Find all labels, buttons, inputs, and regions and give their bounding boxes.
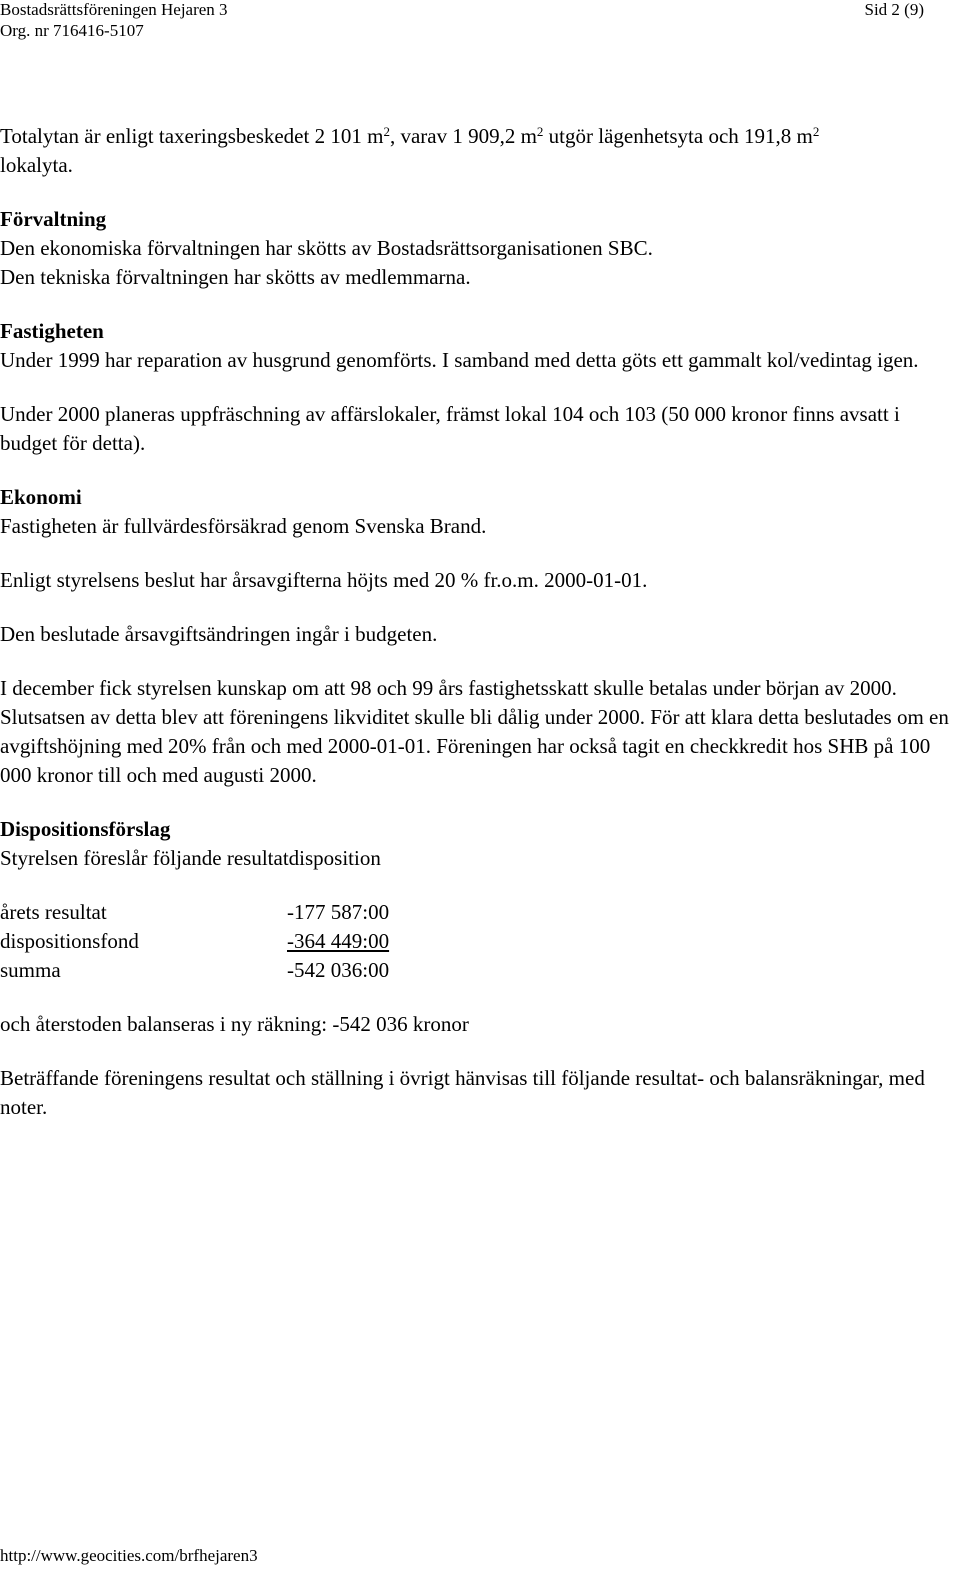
ekonomi-paragraph-1: Fastigheten är fullvärdesförsäkrad genom Svenska Brand. bbox=[0, 514, 487, 538]
area-text-1: Totalytan är enligt taxeringsbeskedet 2 101 m bbox=[0, 124, 384, 148]
area-sup-1: 2 bbox=[383, 124, 390, 139]
balance-statement: och återstoden balanseras i ny räkning: -542 036 kronor bbox=[0, 1012, 469, 1036]
org-number: Org. nr 716416-5107 bbox=[0, 21, 144, 40]
row-value: -542 036:00 bbox=[287, 958, 390, 982]
ekonomi-paragraph-2: Enligt styrelsens beslut har årsavgifterna höjts med 20 % fr.o.m. 2000-01-01. bbox=[0, 568, 648, 592]
row-label: dispositionsfond bbox=[0, 929, 139, 953]
ekonomi-paragraph-4: I december fick styrelsen kunskap om att 98 och 99 års fastighetsskatt skulle betalas under början av 2000. Slutsatsen av detta blev att föreningens likviditet skulle bli dålig under 2000. För att klara detta beslutades om en avgiftshöjning med 20% från och med 2000-01-01. Föreningen har också tagit en checkkredit hos SHB på 100 000 kronor till och med augusti 2000. bbox=[0, 676, 949, 787]
org-name: Bostadsrättsföreningen Hejaren 3 bbox=[0, 0, 228, 19]
footer-url[interactable]: http://www.geocities.com/brfhejaren3 bbox=[0, 1546, 258, 1565]
row-value: -364 449:00 bbox=[287, 929, 390, 953]
area-text-2: , varav 1 909,2 m bbox=[389, 124, 537, 148]
row-label: årets resultat bbox=[0, 900, 107, 924]
total-area-paragraph bbox=[0, 122, 955, 180]
fastigheten-heading: Fastigheten bbox=[0, 319, 104, 343]
area-text-3: utgör lägenhetsyta och 191,8 m bbox=[543, 124, 813, 148]
disposition-row bbox=[0, 898, 955, 927]
page-number: Sid 2 (9) bbox=[864, 0, 924, 19]
disposition-row bbox=[0, 927, 955, 956]
fastigheten-paragraph-1: Under 1999 har reparation av husgrund genomförts. I samband med detta göts ett gammalt kol/vedintag igen. bbox=[0, 348, 919, 372]
ekonomi-paragraph-3: Den beslutade årsavgiftsändringen ingår i budgeten. bbox=[0, 622, 438, 646]
forvaltning-heading: Förvaltning bbox=[0, 207, 107, 231]
disposition-heading: Dispositionsförslag bbox=[0, 817, 171, 841]
area-sup-2: 2 bbox=[536, 124, 544, 139]
disposition-table bbox=[0, 898, 955, 985]
area-text-4: lokalyta. bbox=[0, 153, 73, 177]
disposition-row bbox=[0, 956, 955, 985]
fastigheten-paragraph-2: Under 2000 planeras uppfräschning av affärslokaler, främst lokal 104 och 103 (50 000 kronor finns avsatt i budget för detta). bbox=[0, 402, 900, 455]
forvaltning-line-2: Den tekniska förvaltningen har skötts av medlemmarna. bbox=[0, 265, 471, 289]
document-body bbox=[0, 122, 955, 1122]
ekonomi-heading: Ekonomi bbox=[0, 485, 82, 509]
disposition-intro: Styrelsen föreslår följande resultatdisposition bbox=[0, 846, 381, 870]
closing-paragraph: Beträffande föreningens resultat och ställning i övrigt hänvisas till följande resultat- och balansräkningar, med noter. bbox=[0, 1066, 925, 1119]
area-sup-3: 2 bbox=[812, 124, 820, 139]
forvaltning-line-1: Den ekonomiska förvaltningen har skötts av Bostadsrättsorganisationen SBC. bbox=[0, 236, 653, 260]
row-value: -177 587:00 bbox=[287, 900, 390, 924]
row-label: summa bbox=[0, 958, 61, 982]
